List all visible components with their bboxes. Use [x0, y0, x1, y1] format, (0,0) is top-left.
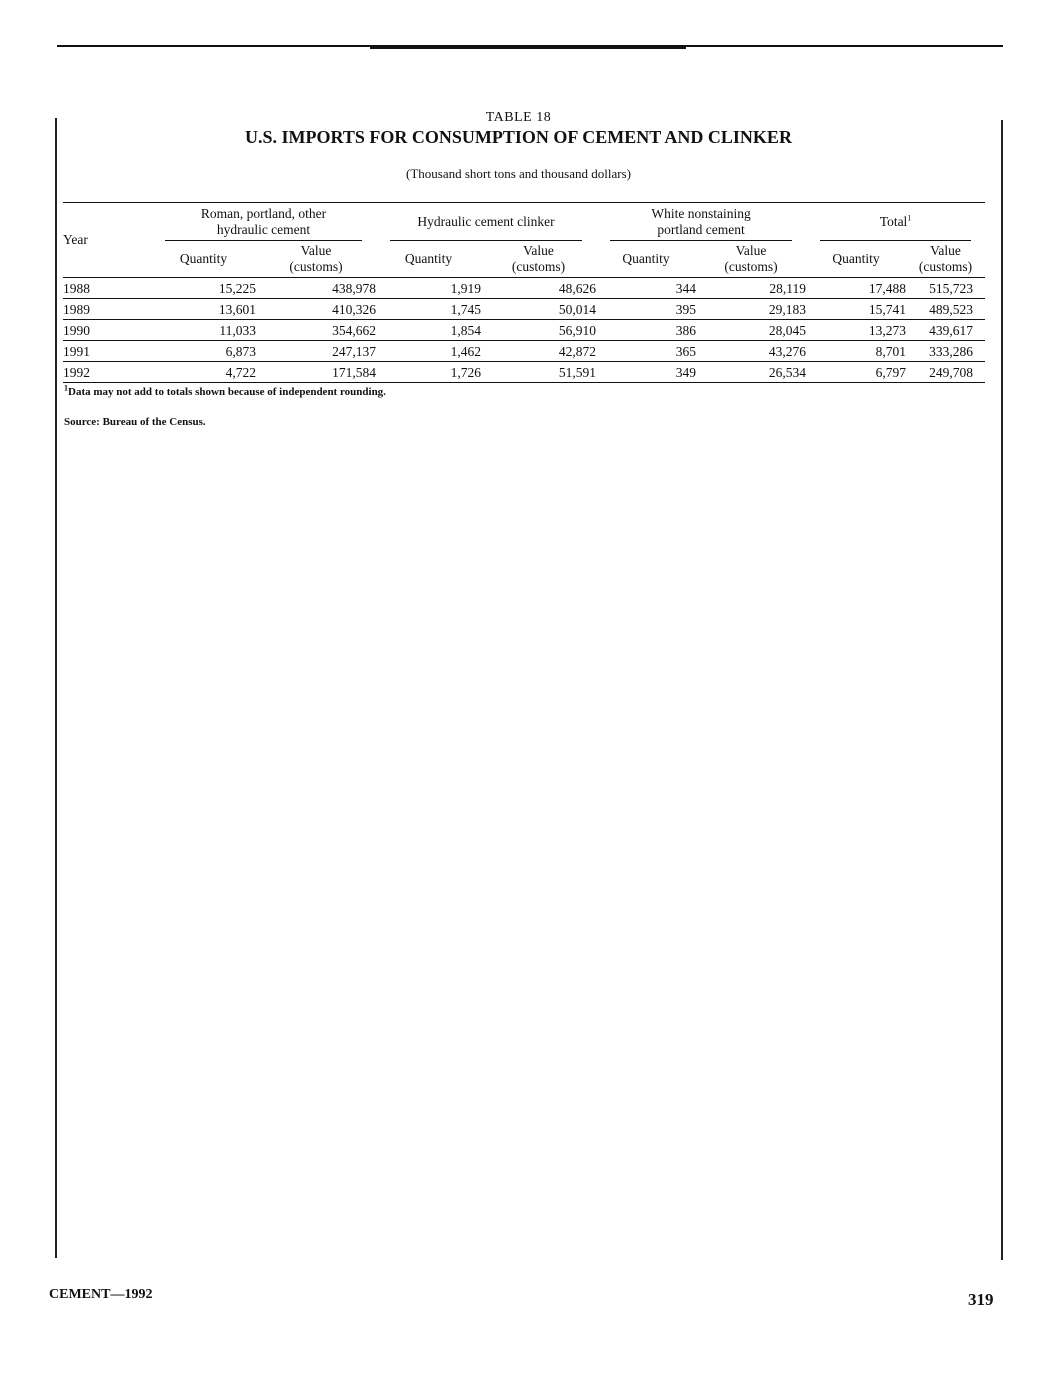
cell: 56,910 — [481, 320, 596, 341]
footnote-text: Data may not add to totals shown because of independent rounding. — [68, 386, 386, 398]
cell: 438,978 — [256, 278, 376, 299]
cell: 489,523 — [906, 299, 985, 320]
cell: 17,488 — [806, 278, 906, 299]
table-row — [63, 278, 985, 299]
cell: 439,617 — [906, 320, 985, 341]
top-rule-accent — [370, 45, 686, 49]
cell: 249,708 — [906, 362, 985, 383]
value-header: Value (customs) — [696, 241, 806, 278]
cell: 48,626 — [481, 278, 596, 299]
cell: 29,183 — [696, 299, 806, 320]
year-cell: 1990 — [63, 320, 151, 341]
cell: 395 — [596, 299, 696, 320]
cell: 28,045 — [696, 320, 806, 341]
table-row — [63, 341, 985, 362]
table-row — [63, 362, 985, 383]
cell: 26,534 — [696, 362, 806, 383]
cell: 51,591 — [481, 362, 596, 383]
cell: 1,919 — [376, 278, 481, 299]
cell: 1,854 — [376, 320, 481, 341]
cell: 13,273 — [806, 320, 906, 341]
cell: 42,872 — [481, 341, 596, 362]
group-label-line1: Roman, portland, other — [200, 206, 327, 221]
cell: 11,033 — [151, 320, 256, 341]
footnote-mark: 1 — [907, 213, 912, 223]
imports-table — [63, 202, 985, 383]
group-header-white — [596, 203, 806, 242]
cell: 4,722 — [151, 362, 256, 383]
group-label-line2: hydraulic cement — [216, 222, 311, 237]
cell: 171,584 — [256, 362, 376, 383]
quantity-header: Quantity — [151, 241, 256, 278]
cell: 28,119 — [696, 278, 806, 299]
running-footer: CEMENT—1992 — [49, 1287, 153, 1302]
cell: 1,726 — [376, 362, 481, 383]
table-units: (Thousand short tons and thousand dollars) — [406, 166, 631, 181]
cell: 50,014 — [481, 299, 596, 320]
group-header-roman — [151, 203, 376, 242]
table-row — [63, 299, 985, 320]
group-label-line1: White nonstaining — [651, 206, 751, 221]
table-label: TABLE 18 — [485, 110, 552, 125]
cell: 386 — [596, 320, 696, 341]
cell: 349 — [596, 362, 696, 383]
cell: 15,741 — [806, 299, 906, 320]
cell: 344 — [596, 278, 696, 299]
cell: 15,225 — [151, 278, 256, 299]
cell: 410,326 — [256, 299, 376, 320]
group-label-line2: portland cement — [657, 222, 745, 237]
year-cell: 1991 — [63, 341, 151, 362]
left-margin-rule — [55, 118, 57, 1258]
year-cell: 1988 — [63, 278, 151, 299]
cell: 13,601 — [151, 299, 256, 320]
cell: 247,137 — [256, 341, 376, 362]
cell: 6,797 — [806, 362, 906, 383]
cell: 1,462 — [376, 341, 481, 362]
year-header: Year — [63, 203, 151, 278]
cell: 43,276 — [696, 341, 806, 362]
table-title: U.S. IMPORTS FOR CONSUMPTION OF CEMENT AND CLINKER — [245, 127, 792, 147]
cell: 365 — [596, 341, 696, 362]
quantity-header: Quantity — [376, 241, 481, 278]
group-header-clinker — [376, 203, 596, 242]
footnote-mark: 1 — [64, 383, 68, 393]
source-note: Source: Bureau of the Census. — [64, 416, 206, 428]
year-cell: 1989 — [63, 299, 151, 320]
cell: 1,745 — [376, 299, 481, 320]
right-margin-rule — [1001, 120, 1003, 1260]
group-label: Total — [879, 214, 908, 229]
value-header: Value (customs) — [256, 241, 376, 278]
group-label-line1: Hydraulic cement clinker — [417, 214, 555, 229]
value-header: Value (customs) — [906, 241, 985, 278]
table-row — [63, 320, 985, 341]
cell: 333,286 — [906, 341, 985, 362]
page-number: 319 — [968, 1290, 994, 1309]
quantity-header: Quantity — [596, 241, 696, 278]
year-cell: 1992 — [63, 362, 151, 383]
cell: 354,662 — [256, 320, 376, 341]
cell: 8,701 — [806, 341, 906, 362]
quantity-header: Quantity — [806, 241, 906, 278]
cell: 6,873 — [151, 341, 256, 362]
group-header-total — [806, 203, 985, 242]
cell: 515,723 — [906, 278, 985, 299]
table-footnote — [64, 383, 386, 398]
value-header: Value (customs) — [481, 241, 596, 278]
